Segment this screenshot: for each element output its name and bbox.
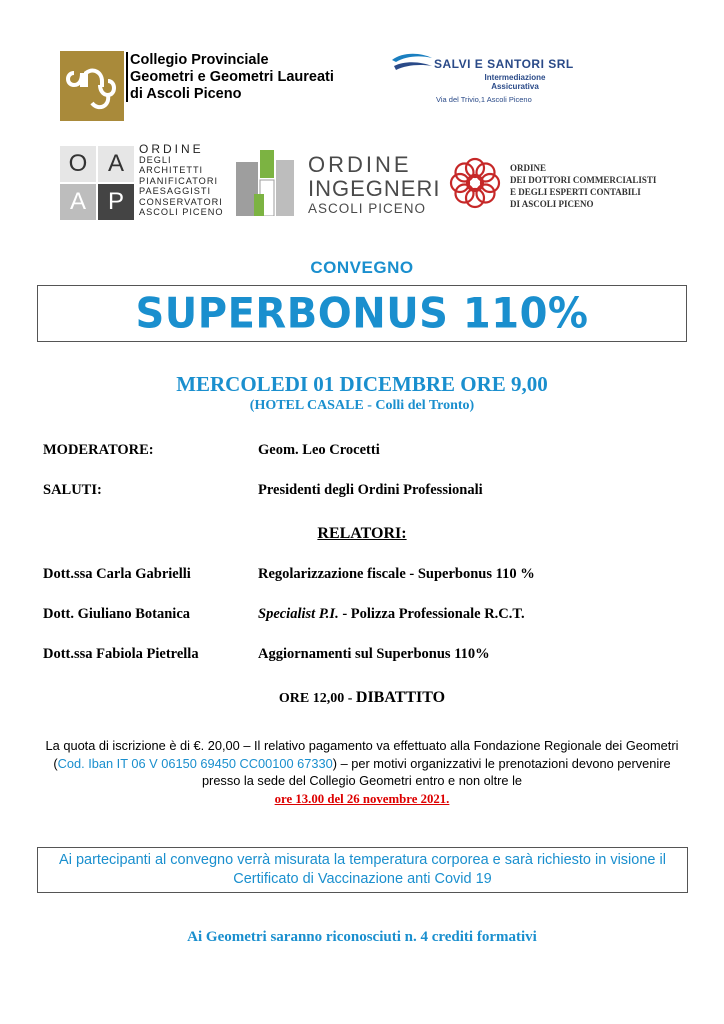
ingegneri-building-icon bbox=[236, 146, 296, 216]
architetti-line-7: ASCOLI PICENO bbox=[139, 207, 224, 217]
geometri-monogram-icon bbox=[60, 51, 124, 121]
dibattito-line bbox=[0, 689, 724, 707]
oaap-letter-a2: A bbox=[60, 184, 96, 220]
registration-paragraph bbox=[40, 737, 684, 808]
commercialisti-logo-mark bbox=[446, 154, 504, 212]
ingegneri-line-3: ASCOLI PICENO bbox=[308, 201, 427, 216]
commercialisti-line-4: DI ASCOLI PICENO bbox=[510, 199, 594, 209]
commercialisti-line-3: E DEGLI ESPERTI CONTABILI bbox=[510, 187, 641, 197]
geometri-logo-text bbox=[130, 52, 334, 103]
dibattito-time: ORE 12,00 - bbox=[278, 691, 353, 706]
covid-notice-text: Ai partecipanti al convegno verrà misurata la temperatura corporea e sarà richiesto in visione il Certificato di Vaccinazione anti Covid 19 bbox=[59, 852, 666, 887]
dibattito-label: DIBATTITO bbox=[355, 689, 446, 706]
oaap-letter-a1: A bbox=[98, 146, 134, 182]
salvi-logo-mark bbox=[390, 52, 434, 79]
architetti-line-1: ORDINE bbox=[139, 142, 204, 156]
relatore-topic bbox=[258, 606, 525, 623]
ingegneri-line-1: ORDINE bbox=[308, 152, 412, 177]
commercialisti-rosette-icon bbox=[446, 154, 504, 212]
registration-deadline: ore 13.00 del 26 novembre 2021. bbox=[274, 791, 450, 806]
oaap-letter-p: P bbox=[98, 184, 134, 220]
geometri-line-3: di Ascoli Piceno bbox=[130, 86, 242, 102]
event-date: MERCOLEDI 01 DICEMBRE ORE 9,00 bbox=[176, 372, 548, 396]
architetti-line-3: ARCHITETTI bbox=[139, 165, 204, 175]
ingegneri-logo-text bbox=[308, 153, 440, 217]
geometri-line-2: Geometri e Geometri Laureati bbox=[130, 69, 334, 85]
registration-iban: Cod. Iban IT 06 V 06150 69450 CC00100 67330 bbox=[57, 755, 333, 771]
event-venue: (HOTEL CASALE - Colli del Tronto) bbox=[249, 398, 475, 413]
relatore-name: Dott.ssa Fabiola Pietrella bbox=[43, 646, 199, 662]
saluti-value: Presidenti degli Ordini Professionali bbox=[258, 482, 483, 498]
architetti-logo-text bbox=[139, 144, 223, 218]
salvi-address: Via del Trivio,1 Ascoli Piceno bbox=[436, 95, 532, 104]
crediti-notice: Ai Geometri saranno riconosciuti n. 4 crediti formativi bbox=[187, 929, 537, 945]
salvi-swoosh-icon bbox=[390, 52, 434, 74]
saluti-label: SALUTI: bbox=[43, 482, 102, 498]
salvi-company-name: SALVI E SANTORI SRL bbox=[434, 57, 574, 71]
relatore-name: Dott. Giuliano Botanica bbox=[43, 606, 191, 622]
convegno-label: CONVEGNO bbox=[310, 258, 414, 277]
architetti-line-2: DEGLI bbox=[139, 154, 172, 165]
architetti-line-5: PAESAGGISTI bbox=[139, 186, 212, 196]
relatore-topic-rest: - Polizza Professionale R.C.T. bbox=[342, 606, 525, 622]
relatore-name: Dott.ssa Carla Gabrielli bbox=[43, 566, 191, 582]
relatore-topic-italic: Specialist P.I. bbox=[258, 606, 339, 622]
event-title: SUPERBONUS 110% bbox=[135, 289, 589, 339]
salvi-subtitle: Intermediazione Assicurativa bbox=[484, 73, 546, 91]
architetti-logo-mark bbox=[60, 146, 134, 220]
geometri-logo-mark bbox=[60, 51, 124, 121]
commercialisti-line-2: DEI DOTTORI COMMERCIALISTI bbox=[510, 175, 657, 185]
registration-text-2: ) – per motivi organizzativi le prenotazioni devono pervenire presso la sede del Collegio Geometri entro e non oltre le bbox=[201, 755, 671, 788]
oaap-letter-o: O bbox=[60, 146, 96, 182]
registration-text-1: La quota di iscrizione è di €. 20,00 – Il relativo pagamento va effettuato alla Fondazione Regionale dei Geometri ( bbox=[45, 738, 679, 771]
ingegneri-line-2: INGEGNERI bbox=[308, 176, 441, 201]
commercialisti-logo-text bbox=[510, 162, 656, 210]
commercialisti-line-1: ORDINE bbox=[510, 163, 547, 173]
moderatore-value: Geom. Leo Crocetti bbox=[258, 442, 380, 458]
architetti-line-4: PIANIFICATORI bbox=[139, 175, 219, 186]
ingegneri-logo-mark bbox=[236, 146, 296, 216]
relatore-topic: Aggiornamenti sul Superbonus 110% bbox=[258, 646, 490, 662]
moderatore-label: MODERATORE: bbox=[43, 442, 154, 458]
relatori-heading: RELATORI: bbox=[317, 525, 407, 542]
geometri-line-1: Collegio Provinciale bbox=[130, 52, 269, 68]
architetti-line-6: CONSERVATORI bbox=[139, 196, 223, 207]
relatore-topic: Regolarizzazione fiscale - Superbonus 110 % bbox=[258, 566, 535, 582]
